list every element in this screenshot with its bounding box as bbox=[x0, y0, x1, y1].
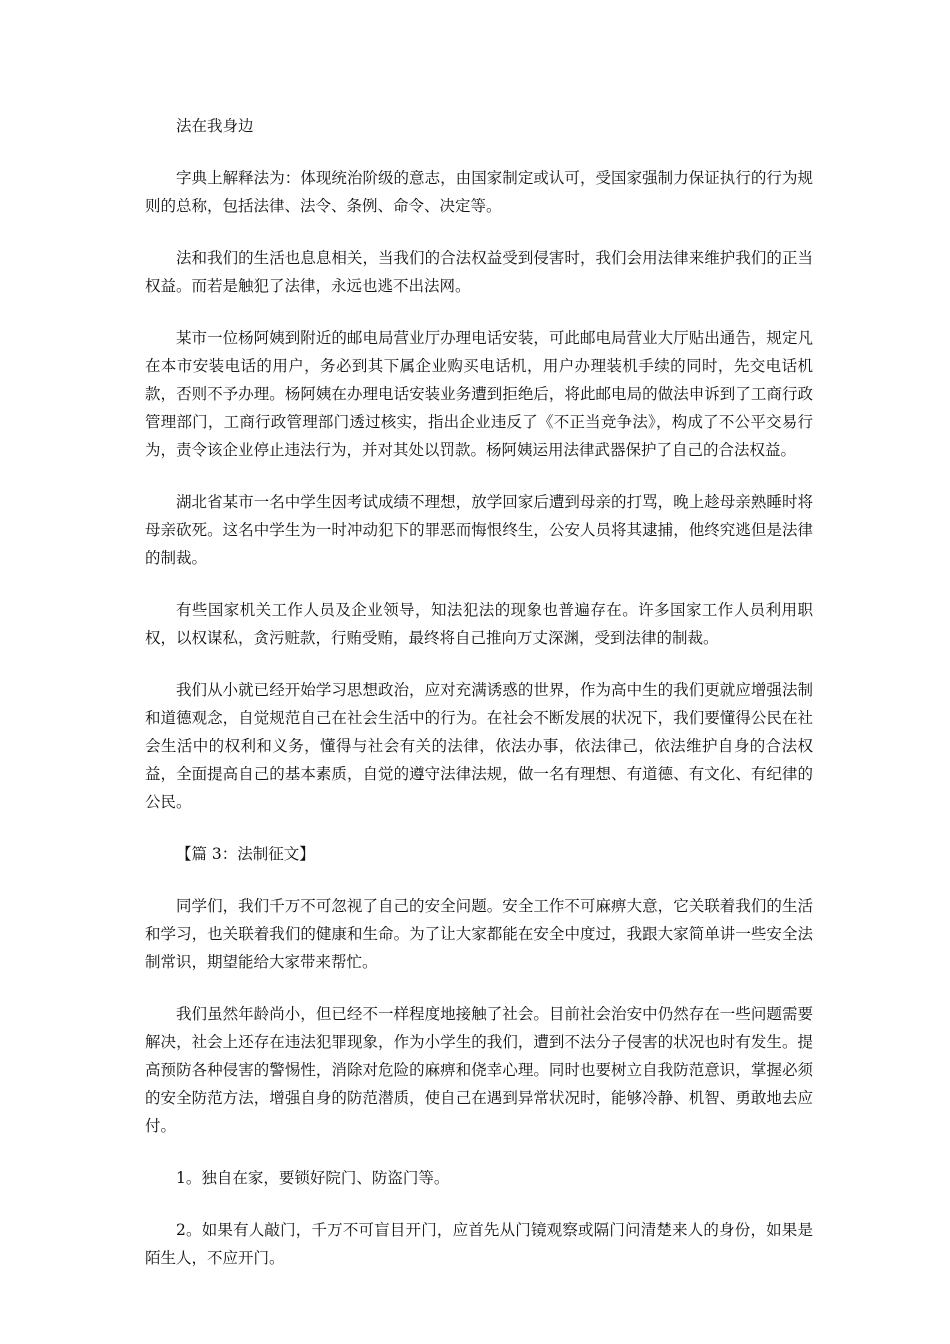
paragraph-citizens: 我们从小就已经开始学习思想政治，应对充满诱惑的世界，作为高中生的我们更就应增强法制和道德观念，自觉规范自己在社会生活中的行为。在社会不断发展的状况下，我们要懂得公民在社会生活中的权利和义务，懂得与社会有关的法律，依法办事，依法律己，依法维护自身的合法权益，全面提高自己的基本素质，自觉的遵守法律法规，做一名有理想、有道德、有文化、有纪律的公民。 bbox=[145, 681, 813, 811]
paragraph-safety-awareness: 我们虽然年龄尚小，但已经不一样程度地接触了社会。目前社会治安中仍然存在一些问题需要解决，社会上还存在违法犯罪现象，作为小学生的我们，遭到不法分子侵害的状况也时有发生。提高预防各种侵害的警惕性，消除对危险的麻痹和侥幸心理。同时也要树立自我防范意识，掌握必须的安全防范方法，增强自身的防范潜质，使自己在遇到异常状况时，能够冷静、机智、勇敢地去应付。 bbox=[145, 1005, 813, 1135]
document-body bbox=[145, 112, 813, 1296]
paragraph-officials: 有些国家机关工作人员及企业领导，知法犯法的现象也普遍存在。许多国家工作人员利用职权，以权谋私，贪污赃款，行贿受贿，最终将自己推向万丈深渊，受到法律的制裁。 bbox=[145, 601, 813, 647]
paragraph-student-case: 湖北省某市一名中学生因考试成绩不理想，放学回家后遭到母亲的打骂，晚上趁母亲熟睡时将母亲砍死。这名中学生为一时冲动犯下的罪恶而悔恨终生，公安人员将其逮捕，他终究逃但是法律的制裁。 bbox=[145, 493, 813, 567]
document-title: 法在我身边 bbox=[176, 117, 254, 135]
list-item-lock-doors: 1。独自在家，要锁好院门、防盗门等。 bbox=[176, 1169, 450, 1187]
paragraph-definition: 字典上解释法为：体现统治阶级的意志，由国家制定或认可，受国家强制力保证执行的行为规则的总称，包括法律、法令、条例、命令、决定等。 bbox=[145, 169, 813, 215]
paragraph-telephone-case: 某市一位杨阿姨到附近的邮电局营业厅办理电话安装，可此邮电局营业大厅贴出通告，规定凡在本市安装电话的用户，务必到其下属企业购买电话机，用户办理装机手续的同时，先交电话机款，否则不予办理。杨阿姨在办理电话安装业务遭到拒绝后，将此邮电局的做法申诉到了工商行政管理部门，工商行政管理部门透过核实，指出企业违反了《不正当竞争法》，构成了不公平交易行为，责令该企业停止违法行为，并对其处以罚款。杨阿姨运用法律武器保护了自己的合法权益。 bbox=[145, 329, 813, 459]
section-heading: 【篇 3：法制征文】 bbox=[176, 845, 315, 863]
paragraph-safety-intro: 同学们，我们千万不可忽视了自己的安全问题。安全工作不可麻痹大意，它关联着我们的生活和学习，也关联着我们的健康和生命。为了让大家都能在安全中度过，我跟大家简单讲一些安全法制常识，期望能给大家带来帮忙。 bbox=[145, 897, 813, 971]
list-item-knocking: 2。如果有人敲门，千万不可盲目开门，应首先从门镜观察或隔门问清楚来人的身份，如果是陌生人，不应开门。 bbox=[145, 1221, 813, 1267]
paragraph-law-and-life: 法和我们的生活也息息相关，当我们的合法权益受到侵害时，我们会用法律来维护我们的正当权益。而若是触犯了法律，永远也逃不出法网。 bbox=[145, 249, 813, 295]
